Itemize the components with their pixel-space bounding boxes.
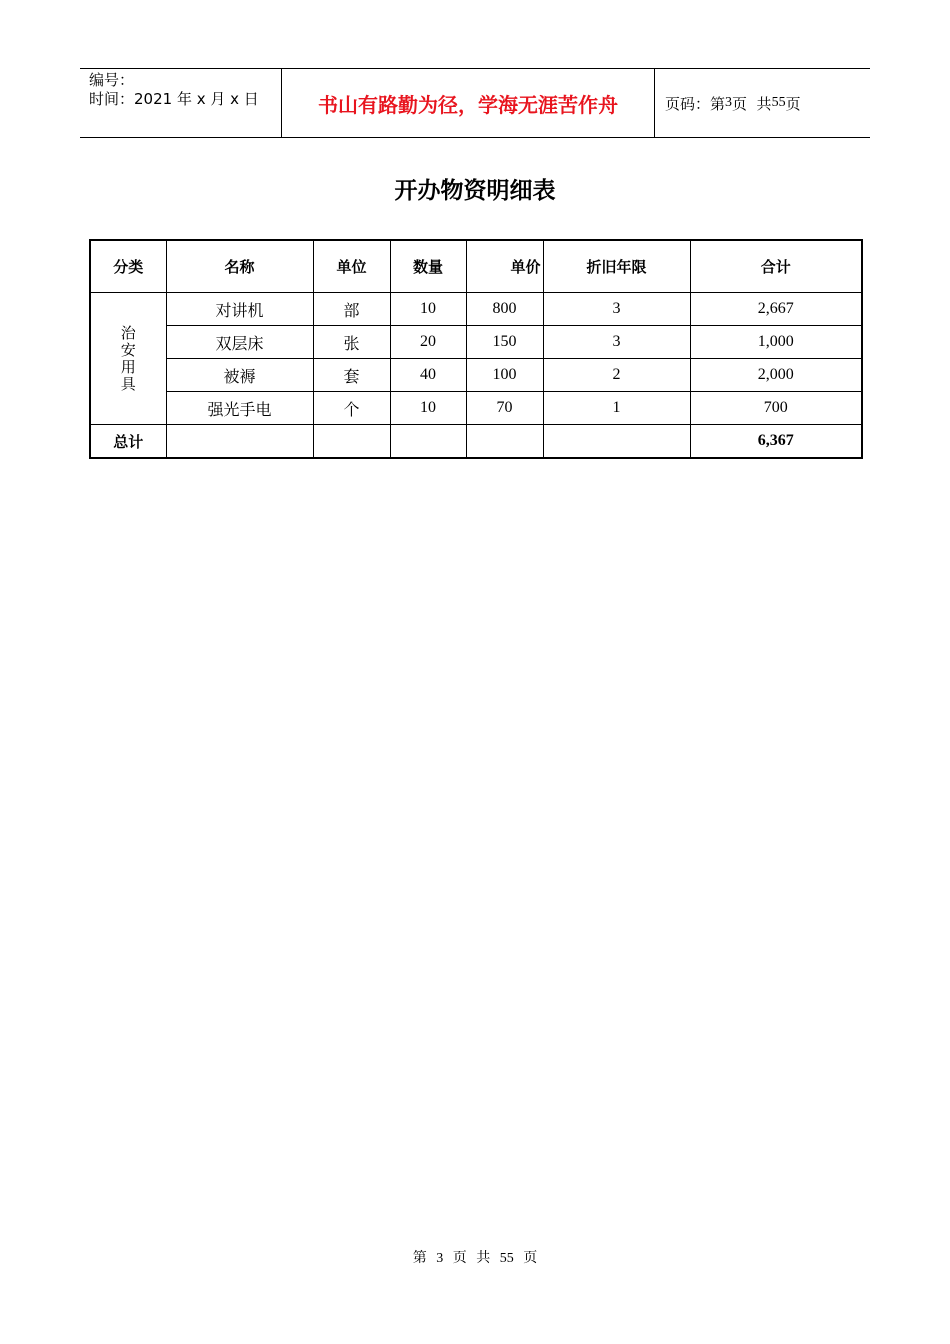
header-quantity: 数量 xyxy=(390,240,466,293)
header-depreciation-years: 折旧年限 xyxy=(543,240,690,293)
footer-word: 页 xyxy=(452,1251,467,1266)
cell-depreciation-years: 3 xyxy=(543,326,690,359)
table-total-row xyxy=(90,425,862,459)
page-title: 开办物资明细表 xyxy=(394,178,556,204)
empty-cell xyxy=(166,425,313,459)
page-prefix: 页码：第 xyxy=(665,94,726,113)
cell-unit-price: 100 xyxy=(466,359,543,392)
cell-total: 2,000 xyxy=(690,359,862,392)
header-name: 名称 xyxy=(166,240,313,293)
cell-depreciation-years: 2 xyxy=(543,359,690,392)
empty-cell xyxy=(543,425,690,459)
header-page-info xyxy=(655,69,870,137)
table-row xyxy=(90,359,862,392)
cell-total: 1,000 xyxy=(690,326,862,359)
cell-unit: 张 xyxy=(313,326,390,359)
footer-word: 共 xyxy=(476,1251,491,1266)
footer-total-pages: 55 xyxy=(499,1251,514,1266)
empty-cell xyxy=(466,425,543,459)
category-char: 用 xyxy=(120,357,136,376)
footer-current-page: 3 xyxy=(436,1251,444,1266)
cell-quantity: 40 xyxy=(390,359,466,392)
page-total: 55 xyxy=(771,95,786,110)
header-category: 分类 xyxy=(90,240,166,293)
header-unit: 单位 xyxy=(313,240,390,293)
table-row xyxy=(90,293,862,326)
cell-depreciation-years: 1 xyxy=(543,392,690,425)
header-unit-price: 单价 xyxy=(466,240,543,293)
cell-quantity: 10 xyxy=(390,392,466,425)
page-header xyxy=(80,68,870,138)
cell-quantity: 20 xyxy=(390,326,466,359)
page-footer xyxy=(0,1247,950,1267)
cell-unit: 个 xyxy=(313,392,390,425)
cell-unit-price: 800 xyxy=(466,293,543,326)
category-char: 安 xyxy=(120,340,136,359)
document-date: 时间：2021 年 x 月 x 日 xyxy=(89,90,259,108)
page-suffix: 页 xyxy=(785,94,801,113)
cell-name: 被褥 xyxy=(166,359,313,392)
cell-unit-price: 70 xyxy=(466,392,543,425)
header-motto: 书山有路勤为径，学海无涯苦作舟 xyxy=(318,92,618,117)
cell-unit-price: 150 xyxy=(466,326,543,359)
header-total: 合计 xyxy=(690,240,862,293)
cell-unit: 套 xyxy=(313,359,390,392)
cell-name: 强光手电 xyxy=(166,392,313,425)
page-mid: 页 共 xyxy=(732,94,772,113)
empty-cell xyxy=(390,425,466,459)
document-number: 编号： xyxy=(89,71,135,89)
cell-name: 双层床 xyxy=(166,326,313,359)
total-value: 6,367 xyxy=(690,425,862,459)
cell-unit: 部 xyxy=(313,293,390,326)
cell-depreciation-years: 3 xyxy=(543,293,690,326)
category-cell xyxy=(90,293,166,425)
table-row xyxy=(90,392,862,425)
empty-cell xyxy=(313,425,390,459)
cell-quantity: 10 xyxy=(390,293,466,326)
footer-word: 页 xyxy=(523,1251,538,1266)
header-meta xyxy=(80,69,282,137)
page-current: 3 xyxy=(725,95,733,110)
table-header-row xyxy=(90,240,862,293)
footer-word: 第 xyxy=(412,1251,427,1266)
table-row xyxy=(90,326,862,359)
cell-name: 对讲机 xyxy=(166,293,313,326)
asset-table xyxy=(89,239,863,459)
total-label: 总计 xyxy=(90,425,166,459)
category-char: 具 xyxy=(120,374,136,393)
cell-total: 700 xyxy=(690,392,862,425)
cell-total: 2,667 xyxy=(690,293,862,326)
category-char: 治 xyxy=(120,323,136,342)
header-motto-cell xyxy=(282,69,655,137)
